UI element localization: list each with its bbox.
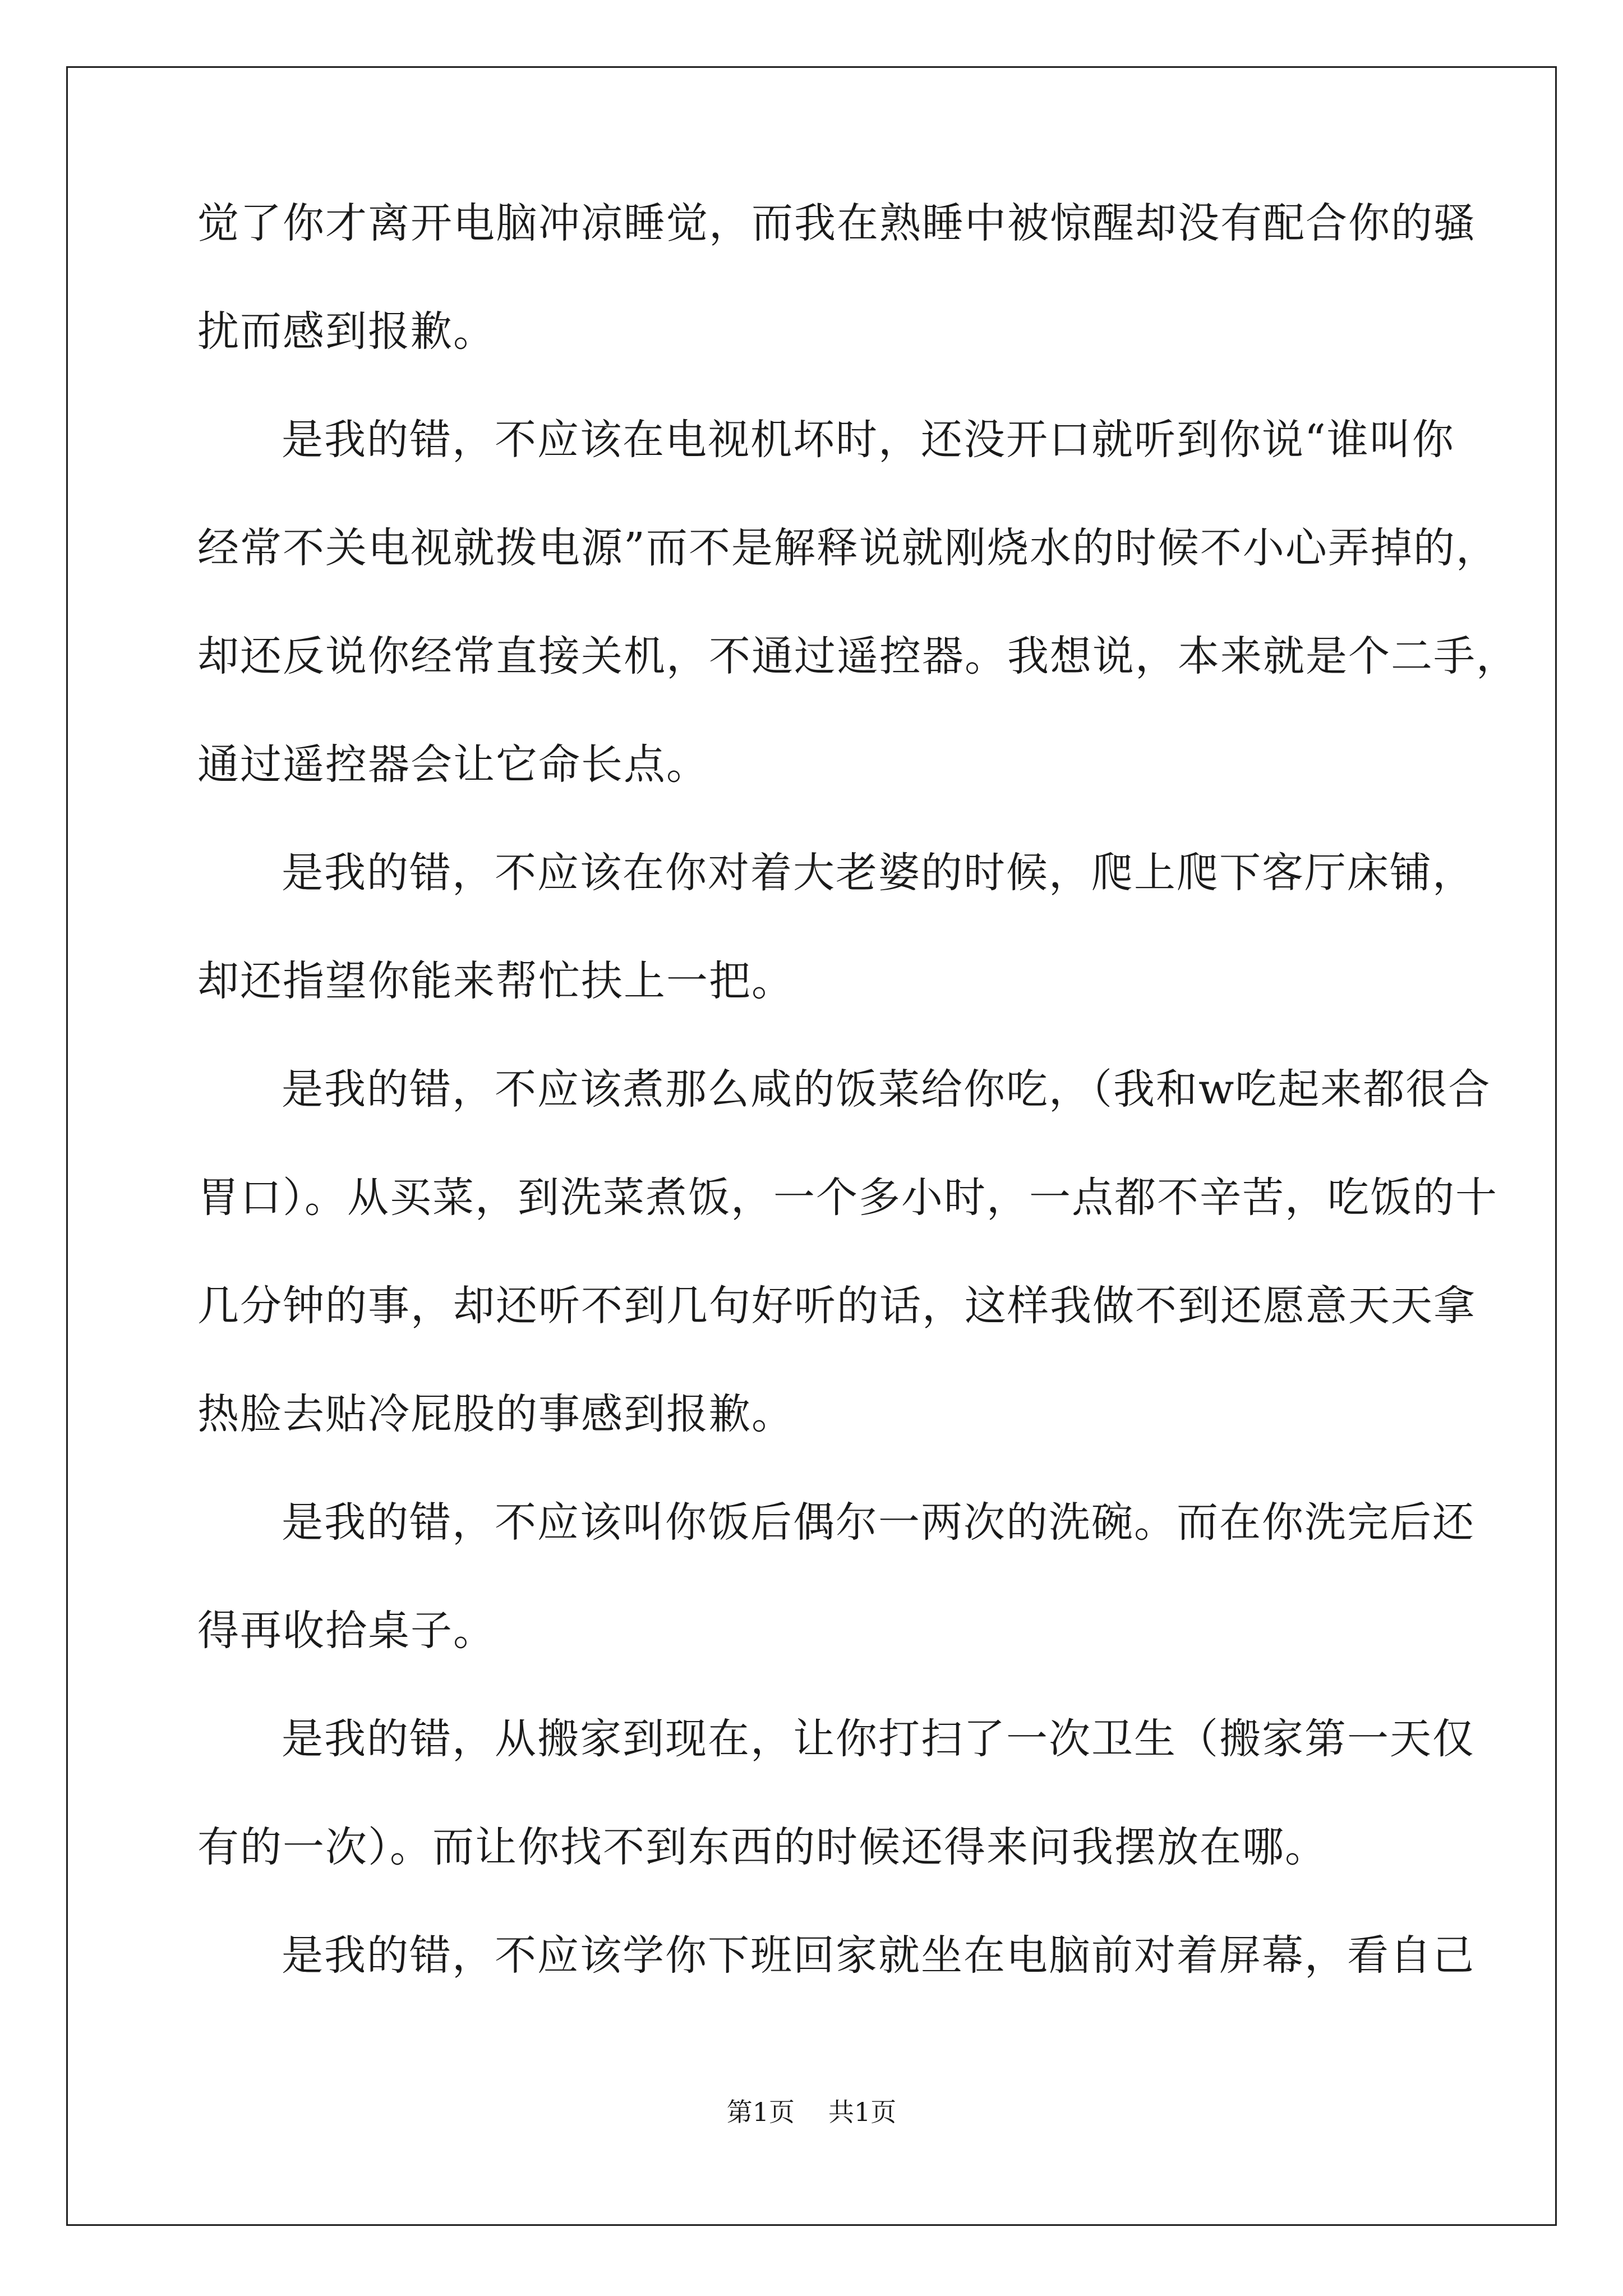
text-line: 觉了你才离开电脑冲凉睡觉，而我在熟睡中被惊醒却没有配合你的骚 bbox=[197, 199, 1476, 247]
text-line: 是我的错，不应该叫你饭后偶尔一两次的洗碗。而在你洗完后还 bbox=[282, 1498, 1475, 1547]
text-line: 有的一次）。而让你找不到东西的时候还得来问我摆放在哪。 bbox=[197, 1823, 1327, 1871]
text-line: 是我的错，不应该学你下班回家就坐在电脑前对着屏幕，看自己 bbox=[282, 1931, 1475, 1980]
page-number: 第1页 bbox=[726, 2097, 795, 2127]
text-line: 却还指望你能来帮忙扶上一把。 bbox=[197, 957, 794, 1005]
page-total: 共1页 bbox=[828, 2097, 897, 2127]
text-line: 经常不关电视就拨电源”而不是解释说就刚烧水的时候不小心弄掉的， bbox=[197, 524, 1498, 572]
text-line: 是我的错，不应该在电视机坏时，还没开口就听到你说“谁叫你 bbox=[282, 416, 1455, 464]
page-border bbox=[66, 66, 1557, 2226]
text-line: 通过遥控器会让它命长点。 bbox=[197, 740, 709, 789]
text-line: 是我的错，不应该在你对着大老婆的时候，爬上爬下客厅床铺， bbox=[282, 849, 1475, 897]
text-line: 胃口）。从买菜，到洗菜煮饭，一个多小时，一点都不辛苦，吃饭的十 bbox=[197, 1174, 1498, 1222]
text-line: 得再收拾桌子。 bbox=[197, 1607, 496, 1655]
text-line: 却还反说你经常直接关机，不通过遥控器。我想说，本来就是个二手， bbox=[197, 632, 1519, 680]
text-line: 是我的错，不应该煮那么咸的饭菜给你吃，（我和w吃起来都很合 bbox=[282, 1065, 1491, 1114]
text-line: 几分钟的事，却还听不到几句好听的话，这样我做不到还愿意天天拿 bbox=[197, 1282, 1476, 1330]
page-footer bbox=[0, 2095, 1623, 2129]
text-line: 热脸去贴冷屁股的事感到报歉。 bbox=[197, 1390, 794, 1438]
text-line: 是我的错，从搬家到现在，让你打扫了一次卫生（搬家第一天仅 bbox=[282, 1715, 1475, 1763]
text-line: 扰而感到报歉。 bbox=[197, 307, 496, 356]
